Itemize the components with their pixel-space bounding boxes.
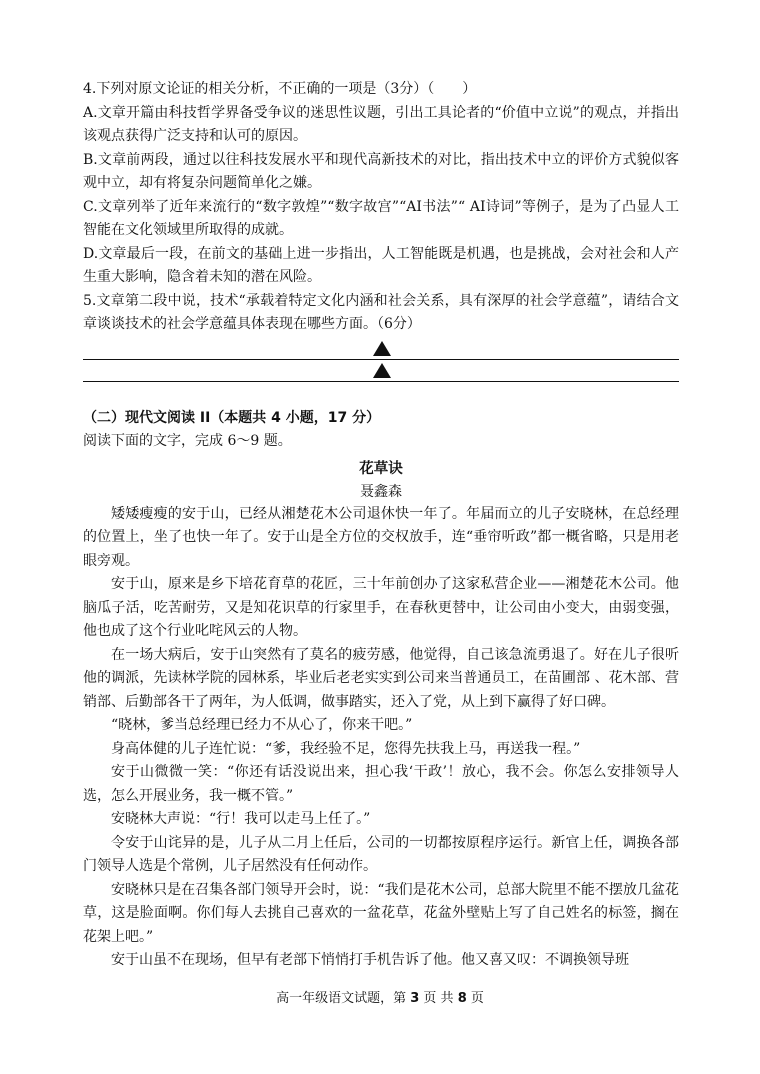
question-4-option-b: B.文章前两段，通过以往科技发展水平和现代高新技术的对比，指出技术中立的评价方式貌似客观中立，却有将复杂问题简单化之嫌。 bbox=[83, 151, 679, 191]
footer-middle: 页 共 bbox=[423, 991, 454, 1006]
footer-prefix: 高一年级语文试题，第 bbox=[276, 991, 407, 1006]
triangle-icon bbox=[373, 341, 391, 356]
story-paragraph: 身高体健的儿子连忙说：“爹，我经验不足，您得先扶我上马，再送我一程。” bbox=[111, 740, 581, 757]
question-4-option-a: A.文章开篇由科技哲学界备受争议的迷思性议题，引出工具论者的“价值中立说”的观点，并指出该观点获得广泛支持和认可的原因。 bbox=[83, 104, 679, 144]
story-paragraph: 安晓林只是在召集各部门领导开会时，说：“我们是花木公司，总部大院里不能不摆放几盆花草，这是脸面啊。你们每人去挑自己喜欢的一盆花草，花盆外壁贴上写了自己姓名的标签，搁在花架上吧。” bbox=[83, 881, 679, 945]
question-5 bbox=[83, 290, 679, 337]
story-paragraph: 令安于山诧异的是，儿子从二月上任后，公司的一切都按原程序运行。新官上任，调换各部门领导人选是个常例，儿子居然没有任何动作。 bbox=[83, 834, 679, 874]
question-4-stem: 4.下列对原文论证的相关分析，不正确的一项是（3分）（ ） bbox=[83, 81, 477, 97]
question-4 bbox=[83, 78, 679, 290]
answer-line bbox=[83, 381, 679, 382]
story-paragraph: “晓林，爹当总经理已经力不从心了，你来干吧。” bbox=[111, 717, 413, 733]
story-paragraph: 安晓林大声说：“行！我可以走马上任了。” bbox=[111, 811, 371, 827]
question-4-option-c: C.文章列举了近年来流行的“数字敦煌”“数字故宫”“AI书法”“ AI诗词”等例子，是为了凸显人工智能在文化领域里所取得的成就。 bbox=[83, 198, 679, 238]
triangle-icon bbox=[373, 363, 391, 378]
page-content bbox=[83, 78, 679, 973]
question-5-stem: 5.文章第二段中说，技术“承载着特定文化内涵和社会关系，具有深厚的社会学意蕴”，请结合文章谈谈技术的社会学意蕴具体表现在哪些方面。（6分） bbox=[83, 292, 679, 332]
footer-page-number: 3 bbox=[410, 991, 420, 1006]
footer-total-pages: 8 bbox=[457, 991, 467, 1006]
story-paragraph: 安于山，原来是乡下培花育草的花匠，三十年前创办了这家私营企业——湘楚花木公司。他脑瓜子活，吃苦耐劳，又是知花识草的行家里手，在春秋更替中，让公司由小变大，由弱变强，他也成了这个行业叱咤风云的人物。 bbox=[83, 576, 679, 639]
story-title: 花草诀 bbox=[359, 460, 403, 477]
section-title: （二）现代文阅读 II（本题共 4 小题，17 分） bbox=[83, 409, 381, 426]
story-author: 聂鑫森 bbox=[360, 483, 402, 500]
answer-area bbox=[83, 339, 679, 385]
section-instruction: 阅读下面的文字，完成 6～9 题。 bbox=[83, 433, 292, 449]
story-body bbox=[83, 503, 679, 973]
page-footer bbox=[0, 987, 760, 1006]
question-4-option-d: D.文章最后一段，在前文的基础上进一步指出，人工智能既是机遇，也是挑战，会对社会和人产生重大影响，隐含着未知的潜在风险。 bbox=[83, 245, 679, 285]
story-paragraph: 矮矮瘦瘦的安于山，已经从湘楚花木公司退休快一年了。年届而立的儿子安晓林，在总经理的位置上，坐了也快一年了。安于山是全方位的交权放手，连“垂帘听政”都一概省略，只是用老眼旁观。 bbox=[83, 505, 679, 569]
story-paragraph: 安于山微微一笑：“你还有话没说出来，担心我‘干政’！放心，我不会。你怎么安排领导人选，怎么开展业务，我一概不管。” bbox=[83, 764, 679, 804]
answer-line bbox=[83, 359, 679, 360]
footer-suffix: 页 bbox=[470, 991, 484, 1006]
story-paragraph: 安于山虽不在现场，但早有老部下悄悄打手机告诉了他。他又喜又叹：不调换领导班 bbox=[111, 952, 629, 968]
story-paragraph: 在一场大病后，安于山突然有了莫名的疲劳感，他觉得，自己该急流勇退了。好在儿子很听他的调派，先读林学院的园林系，毕业后老老实实到公司来当普通员工，在苗圃部 、花木部、营销部、后勤部各干了两年，为人低调，做事踏实，还入了党，从上到下赢得了好口碑。 bbox=[83, 646, 679, 710]
